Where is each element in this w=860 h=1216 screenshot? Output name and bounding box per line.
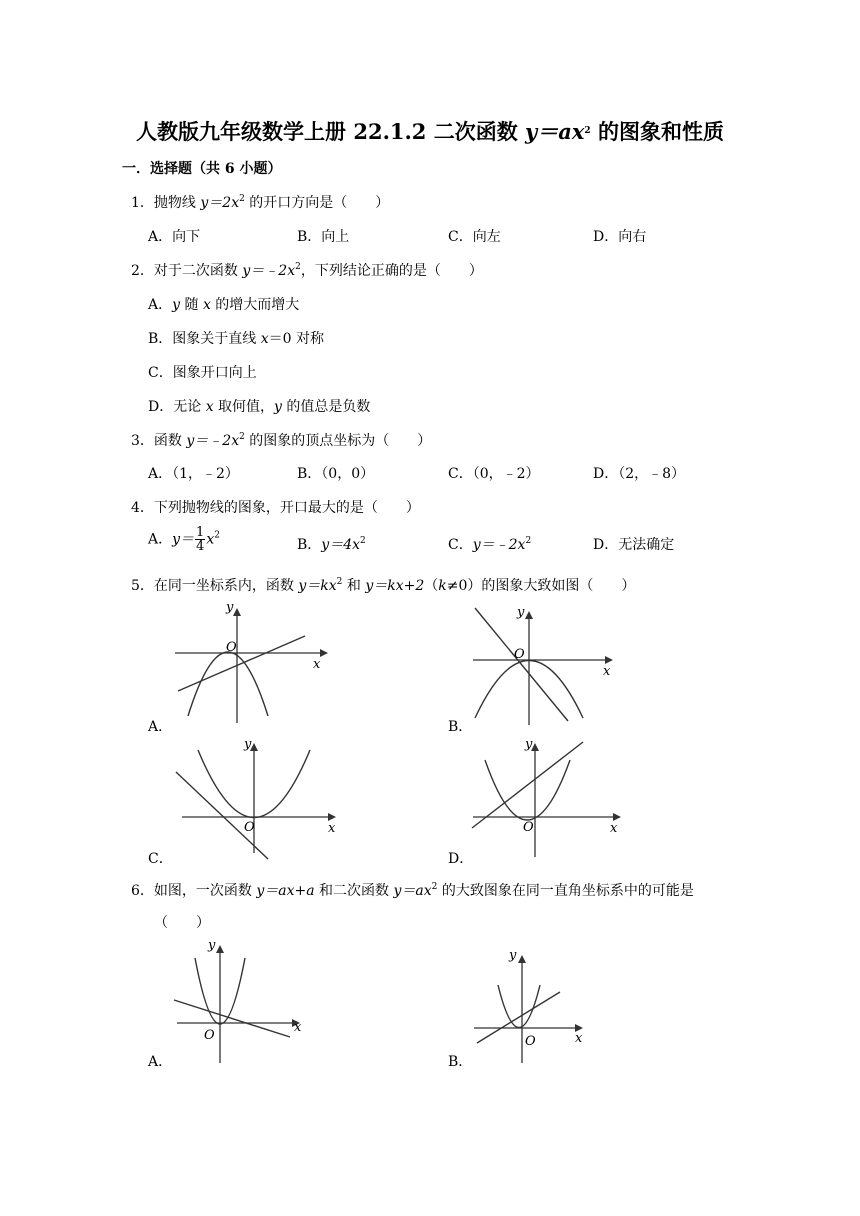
- q5-option-c[interactable]: C．: [148, 851, 173, 867]
- stem-formula: y＝ax: [393, 883, 432, 899]
- option-formula: y＝4x: [321, 537, 361, 553]
- q6-option-b[interactable]: B．: [448, 1054, 473, 1070]
- option-var: y: [172, 297, 181, 313]
- stem-text: 函数: [153, 433, 187, 449]
- q5-graph-c[interactable]: [170, 735, 345, 860]
- parabola-curve: [485, 760, 570, 820]
- origin-label: O: [514, 647, 525, 662]
- option-label: B．: [297, 537, 322, 553]
- q5-graph-a[interactable]: [170, 598, 340, 728]
- question-2-stem: [131, 260, 483, 280]
- straight-line: [477, 992, 560, 1043]
- question-3-stem: [131, 430, 431, 450]
- q4-option-b[interactable]: [297, 534, 366, 554]
- y-axis-arrow-icon: [518, 955, 526, 963]
- stem-text: 在同一坐标系内，函数: [153, 578, 299, 594]
- question-number: 2．: [131, 263, 154, 279]
- x-axis-label: x: [575, 1031, 583, 1046]
- title-prefix: 人教版九年级数学上册 22.1.2 二次函数: [136, 119, 526, 144]
- y-axis-arrow-icon: [233, 608, 241, 616]
- question-5-stem: [131, 575, 635, 595]
- q3-option-a[interactable]: A．（1，﹣2）: [148, 466, 239, 482]
- option-exponent: 2: [360, 536, 366, 546]
- y-axis-label: y: [525, 737, 533, 752]
- option-text: C．图象开口向上: [148, 365, 257, 381]
- x-axis-arrow-icon: [320, 649, 328, 657]
- y-axis-label: y: [517, 605, 525, 620]
- question-number: 3．: [131, 433, 154, 449]
- option-text: 的增大而增大: [210, 297, 300, 313]
- y-axis-label: y: [509, 948, 517, 963]
- question-number: 1．: [131, 195, 154, 211]
- y-axis-arrow-icon: [525, 611, 533, 619]
- stem-text: 的大致图象在同一直角坐标系中的可能是: [437, 883, 694, 899]
- option-var: x: [260, 331, 269, 347]
- q3-option-b[interactable]: B．（0，0）: [297, 466, 375, 482]
- y-axis-label: y: [244, 737, 252, 752]
- stem-text: 和二次函数: [314, 883, 394, 899]
- q5-option-a[interactable]: A．: [148, 719, 173, 735]
- fraction-numerator: 1: [196, 525, 205, 540]
- straight-line: [475, 608, 568, 721]
- stem-exponent: 2: [431, 882, 438, 892]
- option-formula: y＝: [172, 531, 195, 548]
- q4-option-c[interactable]: [448, 534, 531, 554]
- question-6-answer-paren: （ ）: [154, 915, 210, 931]
- q1-option-c[interactable]: C．向左: [448, 229, 501, 245]
- q6-graph-a[interactable]: [172, 935, 312, 1065]
- stem-exponent: 2: [239, 194, 245, 204]
- q5-graph-d[interactable]: [470, 735, 630, 860]
- x-axis-label: x: [603, 664, 611, 679]
- q2-option-a[interactable]: [148, 294, 299, 314]
- option-var: x: [202, 297, 211, 313]
- q4-option-a[interactable]: [148, 526, 220, 553]
- x-axis-arrow-icon: [613, 813, 621, 821]
- stem-text: （: [424, 578, 439, 594]
- stem-text: ，下列结论正确的是（ ）: [300, 263, 483, 279]
- origin-label: O: [523, 820, 534, 835]
- stem-exponent: 2: [239, 432, 245, 442]
- q5-option-b[interactable]: B．: [448, 719, 473, 735]
- fraction: [195, 526, 205, 553]
- stem-text: 的图象的顶点坐标为（ ）: [244, 433, 432, 449]
- q2-option-c[interactable]: [148, 362, 257, 382]
- y-axis-label: y: [226, 600, 234, 615]
- q4-option-d[interactable]: [593, 534, 674, 554]
- option-text: A．: [148, 297, 173, 313]
- q1-option-a[interactable]: A．向下: [148, 229, 201, 245]
- x-axis-label: x: [610, 821, 618, 836]
- option-label: D．无法确定: [593, 537, 675, 553]
- stem-formula: y＝2x: [200, 195, 240, 211]
- stem-text: 的开口方向是（ ）: [244, 195, 390, 211]
- q3-option-c[interactable]: C．（0，﹣2）: [448, 466, 540, 482]
- stem-formula: y＝﹣2x: [186, 433, 240, 449]
- parabola-curve: [188, 652, 268, 716]
- stem-text: 下列抛物线的图象，开口最大的是（ ）: [153, 500, 420, 516]
- option-text: D．无论: [148, 399, 206, 415]
- option-text: B．图象关于直线: [148, 331, 261, 347]
- q1-option-d[interactable]: D．向右: [593, 229, 647, 245]
- question-4-stem: [131, 497, 420, 517]
- stem-formula: y＝ax+a: [256, 883, 315, 899]
- origin-label: O: [226, 640, 237, 655]
- option-text: ＝0 对称: [268, 331, 325, 347]
- x-axis-label: x: [313, 657, 321, 672]
- y-axis-arrow-icon: [216, 945, 224, 953]
- stem-exponent: 2: [336, 577, 343, 587]
- straight-line: [178, 636, 305, 691]
- origin-label: O: [525, 1034, 536, 1049]
- q5-graph-b[interactable]: [470, 603, 620, 728]
- origin-label: O: [244, 820, 255, 835]
- section-heading: 一．选择题（共 6 小题）: [122, 161, 282, 177]
- question-number: 5．: [131, 578, 154, 594]
- option-text: 取何值，: [213, 399, 275, 415]
- option-text: 的值总是负数: [281, 399, 371, 415]
- page-title: [0, 116, 860, 146]
- stem-text: ≠0）的图象大致如图（ ）: [446, 578, 636, 594]
- q1-option-b[interactable]: B．向上: [297, 229, 350, 245]
- option-exponent: 2: [525, 536, 532, 546]
- q3-option-d[interactable]: D．（2，﹣8）: [593, 466, 686, 482]
- stem-formula: y＝﹣2x: [242, 263, 296, 279]
- option-label: C．: [448, 537, 473, 553]
- stem-formula: y＝kx: [298, 578, 337, 594]
- question-number: 6．: [131, 883, 154, 899]
- x-axis-arrow-icon: [605, 656, 613, 664]
- q5-option-d[interactable]: D．: [448, 851, 474, 867]
- option-text: 随: [180, 297, 203, 313]
- y-axis-label: y: [208, 938, 216, 953]
- x-axis-label: x: [294, 1020, 302, 1035]
- straight-line: [174, 1000, 290, 1037]
- question-6-stem: [131, 880, 694, 900]
- option-formula: y＝﹣2x: [472, 537, 526, 553]
- q6-graph-b[interactable]: [470, 945, 595, 1065]
- x-axis-arrow-icon: [328, 813, 336, 821]
- straight-line: [472, 742, 583, 828]
- x-axis-label: x: [328, 821, 336, 836]
- option-label: A．: [148, 531, 173, 548]
- stem-var: k: [438, 578, 447, 594]
- stem-text: 和: [342, 578, 366, 594]
- parabola-curve: [498, 985, 540, 1028]
- stem-exponent: 2: [295, 262, 301, 272]
- option-var: x: [206, 531, 215, 548]
- option-exponent: 2: [214, 530, 220, 541]
- q6-option-a[interactable]: A．: [148, 1054, 173, 1070]
- stem-formula: y＝kx+2: [365, 578, 425, 594]
- stem-text: 如图，一次函数: [153, 883, 257, 899]
- stem-text: 对于二次函数: [153, 263, 243, 279]
- title-func: y＝ax: [525, 119, 585, 144]
- title-suffix: 的图象和性质: [590, 119, 724, 144]
- q2-option-d[interactable]: [148, 396, 370, 416]
- q2-option-b[interactable]: [148, 328, 324, 348]
- option-var: x: [205, 399, 214, 415]
- title-exp: 2: [584, 126, 591, 136]
- stem-text: 抛物线: [153, 195, 201, 211]
- option-var: y: [274, 399, 282, 415]
- question-1-stem: [131, 192, 389, 212]
- origin-label: O: [204, 1028, 215, 1043]
- fraction-denominator: 4: [196, 539, 205, 554]
- question-number: 4．: [131, 500, 154, 516]
